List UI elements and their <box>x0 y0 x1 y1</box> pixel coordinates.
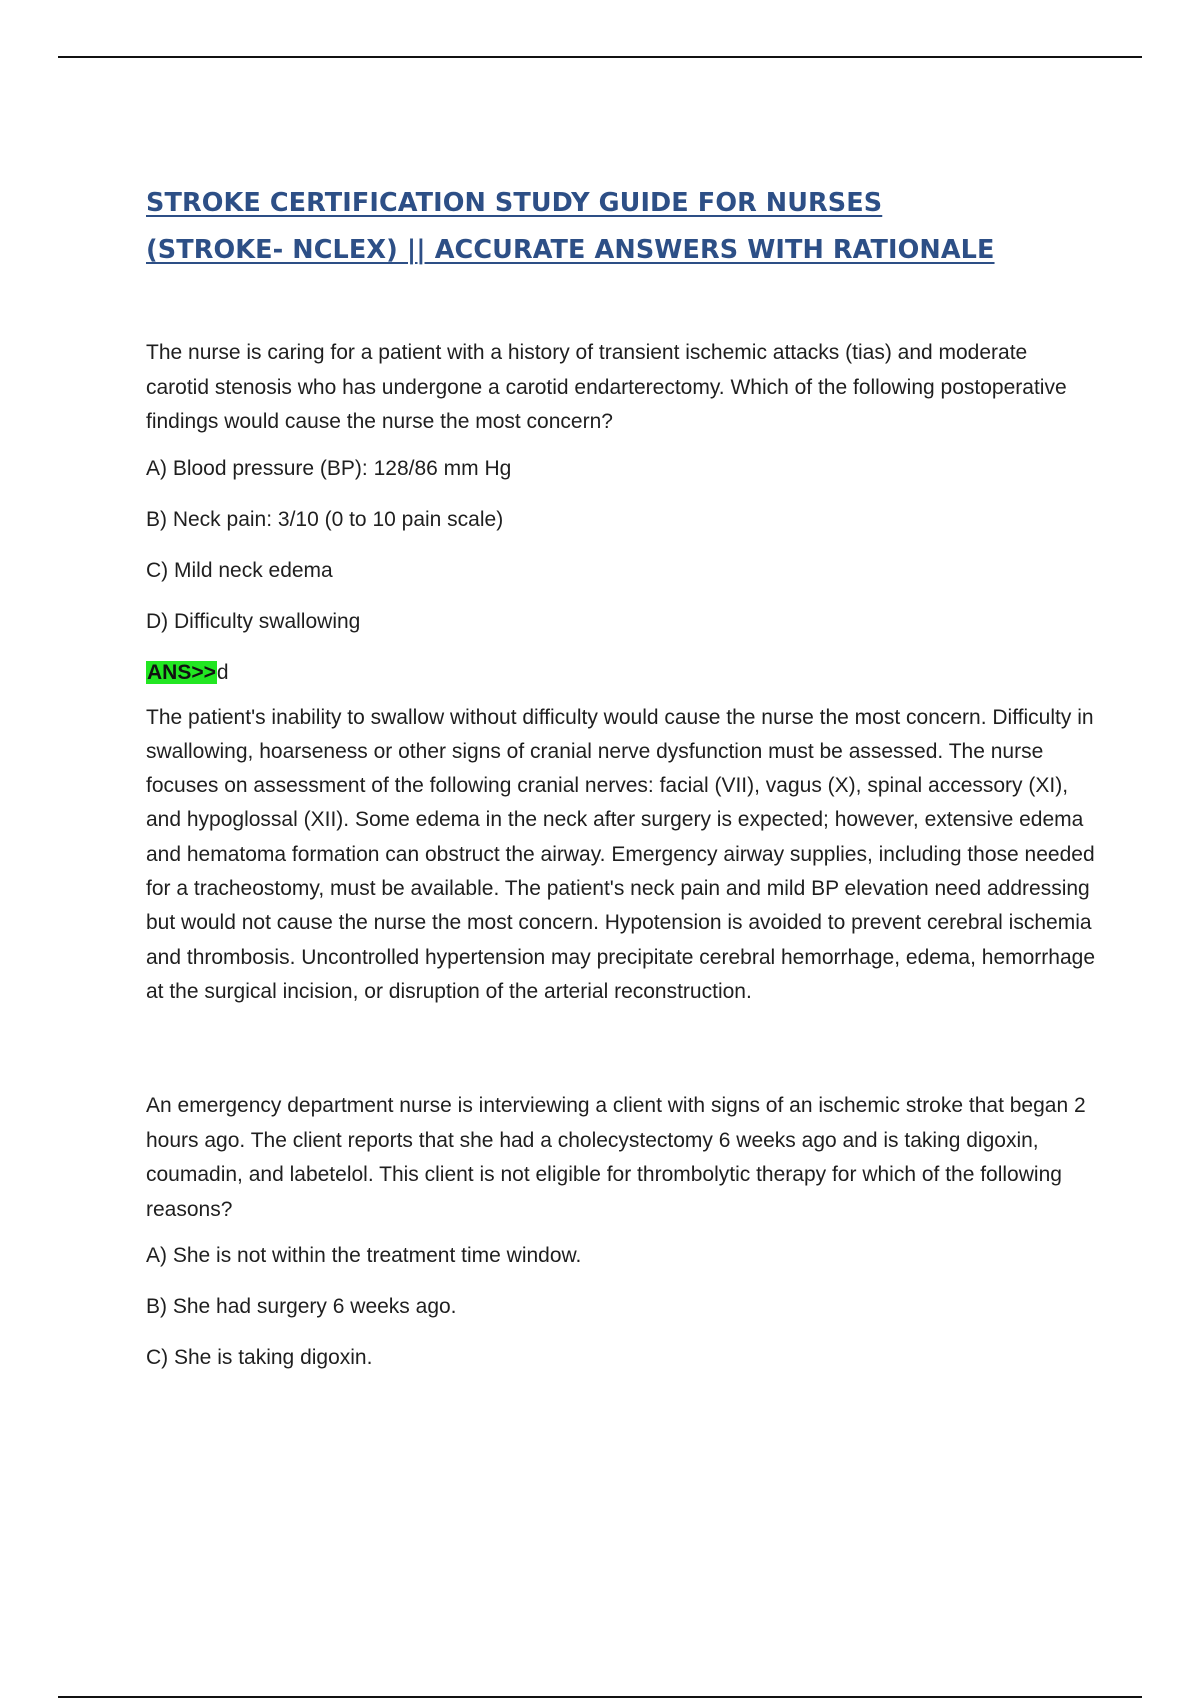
question-1-stem: The nurse is caring for a patient with a history of transient ischemic attacks (tias) and moderate carotid stenosis who has undergone a carotid endarterectomy. Which of the following postoperative findings would cause the nurse the most concern? <box>146 341 1067 433</box>
answer-value: d <box>216 660 229 684</box>
question-1-option-d: D) Difficulty swallowing <box>146 609 361 633</box>
question-1-option-a: A) Blood pressure (BP): 128/86 mm Hg <box>146 456 512 480</box>
question-2 <box>146 1089 1096 1375</box>
footer-rule <box>58 1696 1142 1698</box>
header-rule <box>58 56 1142 58</box>
question-1-option-b: B) Neck pain: 3/10 (0 to 10 pain scale) <box>146 507 504 531</box>
title-line-1: STROKE CERTIFICATION STUDY GUIDE FOR NURSES <box>146 188 883 218</box>
question-2-option-b: B) She had surgery 6 weeks ago. <box>146 1295 457 1319</box>
page-content <box>146 180 1096 1392</box>
answer-highlight-label: ANS>> <box>147 660 216 684</box>
question-2-option-a: A) She is not within the treatment time window. <box>146 1244 582 1268</box>
question-1-option-c: C) Mild neck edema <box>146 558 333 582</box>
question-1-answer <box>146 656 1096 690</box>
question-2-stem: An emergency department nurse is interviewing a client with signs of an ischemic stroke that began 2 hours ago. The client reports that she had a cholecystectomy 6 weeks ago and is taking digoxin, coumadin, and labetelol. This client is not eligible for thrombolytic therapy for which of the following reasons? <box>146 1094 1086 1221</box>
question-1 <box>146 336 1096 1009</box>
question-2-option-c: C) She is taking digoxin. <box>146 1346 373 1370</box>
title-line-2: (STROKE- NCLEX) || ACCURATE ANSWERS WITH RATIONALE <box>146 235 995 265</box>
document-title <box>146 180 1096 274</box>
question-1-rationale: The patient's inability to swallow without difficulty would cause the nurse the most concern. Difficulty in swallowing, hoarseness or other signs of cranial nerve dysfunction must be assessed. The nurse focuses on assessment of the following cranial nerves: facial (VII), vagus (X), spinal accessory (XI), and hypoglossal (XII). Some edema in the neck after surgery is expected; however, extensive edema and hematoma formation can obstruct the airway. Emergency airway supplies, including those needed for a tracheostomy, must be available. The patient's neck pain and mild BP elevation need addressing but would not cause the nurse the most concern. Hypotension is avoided to prevent cerebral ischemia and thrombosis. Uncontrolled hypertension may precipitate cerebral hemorrhage, edema, hemorrhage at the surgical incision, or disruption of the arterial reconstruction. <box>146 705 1096 1003</box>
